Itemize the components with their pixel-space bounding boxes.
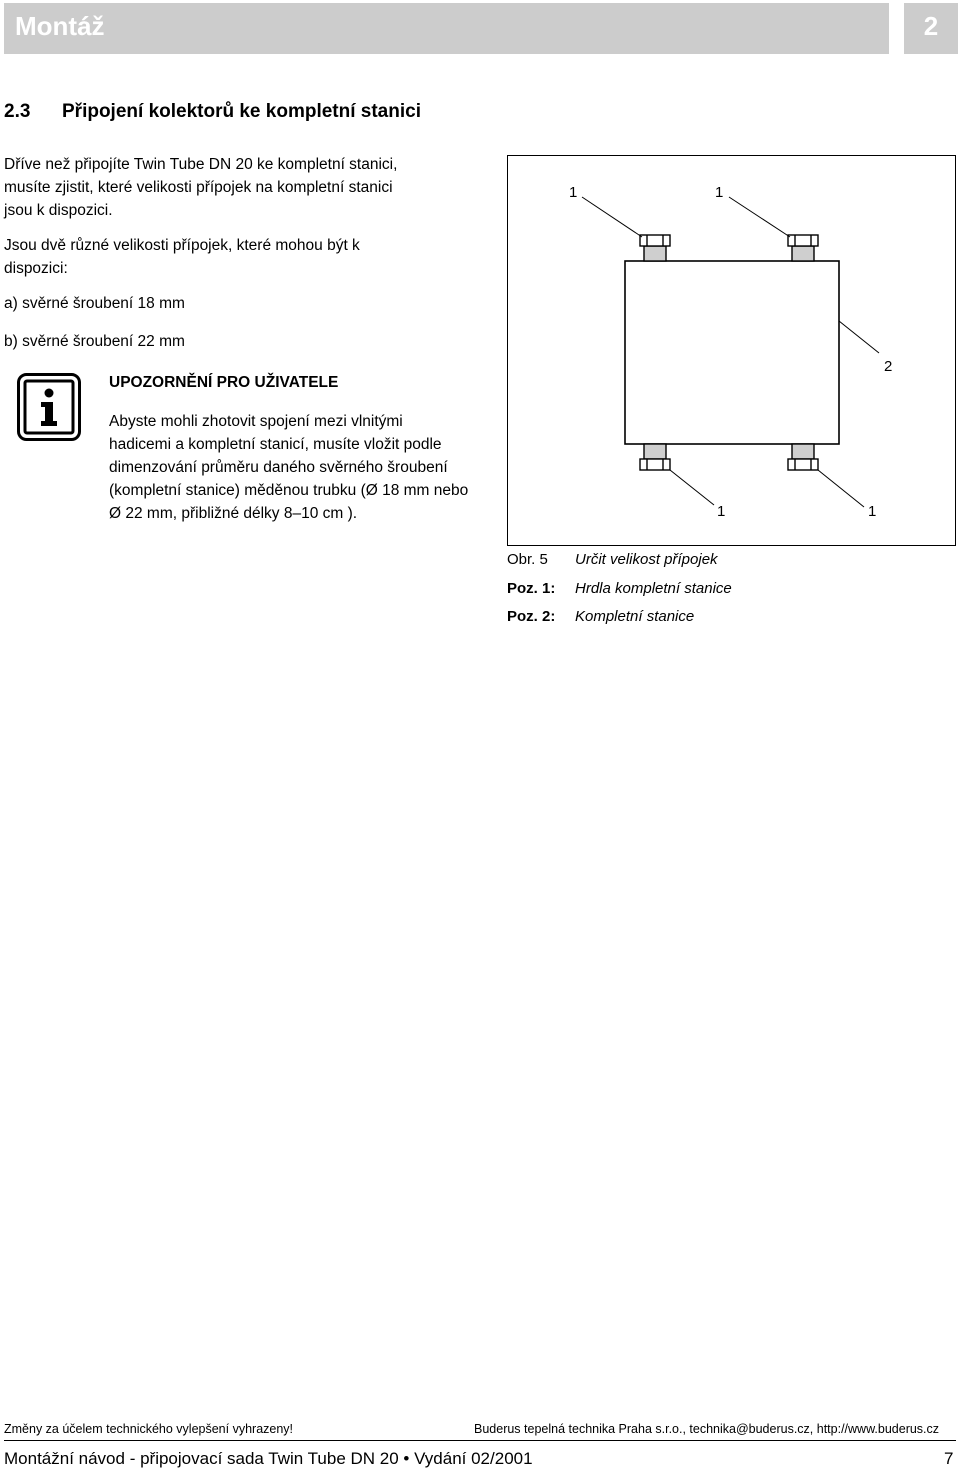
chapter-header <box>4 3 889 54</box>
legend-text-2: Kompletní stanice <box>575 608 695 625</box>
info-icon <box>17 373 81 441</box>
station-body <box>625 261 839 444</box>
fitting-top-left <box>640 235 670 261</box>
section-number: 2.3 <box>4 101 31 122</box>
legend-key-1: Poz. 1: <box>507 580 556 597</box>
section-title: Připojení kolektorů ke kompletní stanici <box>62 101 421 122</box>
legend-text-1: Hrdla kompletní stanice <box>575 580 732 597</box>
footer-company: Buderus tepelná technika Praha s.r.o., technika@buderus.cz, http://www.buderus.cz <box>474 1422 940 1436</box>
page-number: 7 <box>944 1449 954 1468</box>
chapter-number-box <box>904 3 958 54</box>
note-text: Abyste mohli zhotovit spojení mezi vlnitými hadicemi a kompletní stanicí, musíte vložit podle dimenzování průměru daného svěrného šroubení (kompletní stanice) měděnou trubku (Ø 18 mm nebo Ø 22 mm, přibližné délky 8–10 cm ). <box>109 413 469 522</box>
note-title: UPOZORNĚNÍ PRO UŽIVATELE <box>109 374 339 391</box>
fitting-top-right <box>788 235 818 261</box>
figure-caption-text: Určit velikost přípojek <box>575 551 718 568</box>
station-diagram <box>507 155 956 546</box>
chapter-title: Montáž <box>15 11 105 41</box>
option-b: b) svěrné šroubení 22 mm <box>4 333 185 350</box>
label-top-left: 1 <box>569 184 578 201</box>
label-side: 2 <box>884 358 893 375</box>
legend-key-2: Poz. 2: <box>507 608 556 625</box>
figure-caption-key: Obr. 5 <box>507 551 548 568</box>
label-bottom-right: 1 <box>868 503 877 520</box>
option-a: a) svěrné šroubení 18 mm <box>4 295 185 312</box>
fitting-bottom-right <box>788 444 818 470</box>
footer-notice: Změny za účelem technického vylepšení vyhrazeny! <box>4 1422 294 1436</box>
intro-paragraph: Dříve než připojíte Twin Tube DN 20 ke kompletní stanici, musíte zjistit, které velikosti přípojek na kompletní stanici jsou k dispozici. <box>4 156 398 219</box>
footer-doc-title: Montážní návod - připojovací sada Twin Tube DN 20 • Vydání 02/2001 <box>4 1449 533 1468</box>
fitting-bottom-left <box>640 444 670 470</box>
label-bottom-left: 1 <box>717 503 726 520</box>
label-top-right: 1 <box>715 184 724 201</box>
chapter-number: 2 <box>923 11 939 41</box>
footer-divider <box>4 1440 956 1441</box>
sizes-paragraph: Jsou dvě různé velikosti přípojek, které mohou být k dispozici: <box>4 237 360 277</box>
